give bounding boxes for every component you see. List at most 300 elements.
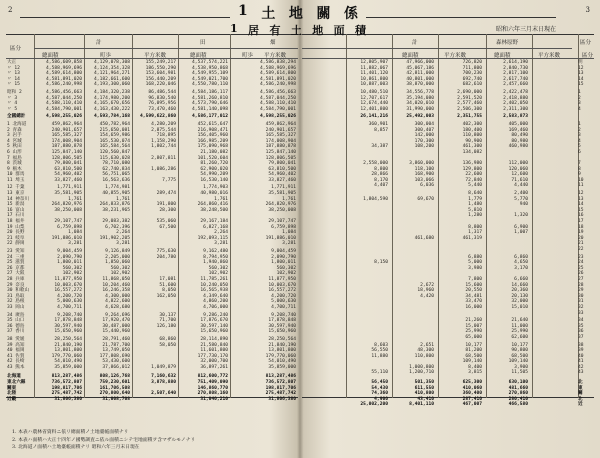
table-cell: 204,780 [156, 254, 176, 260]
column-group-header: 計 [96, 40, 102, 46]
table-cell: 2,418,880 [503, 95, 528, 101]
table-cell: 8,400 [468, 364, 482, 370]
table-cell: 4,586,838,294 [260, 60, 296, 65]
table-cell: 2,507,640 [151, 391, 176, 397]
row-label: 23 愛知 [7, 249, 25, 254]
table-cell: 1,761 [282, 196, 296, 202]
table-cell: 79,800,041 [54, 161, 82, 167]
table-cell: 21,787,700 [102, 342, 130, 348]
title-char: 土 [261, 6, 280, 22]
table-cell: 4,182,661,600 [94, 76, 130, 82]
table-cell: 35,859,000 [54, 364, 82, 370]
table-cell: 4,700,711 [271, 304, 296, 310]
table-cell: 10,480,510 [360, 89, 388, 95]
table-cell: 6,880 [468, 254, 482, 260]
row-label: 大正 [7, 60, 17, 65]
row-label: 近畿 [7, 396, 17, 402]
table-cell: 4,537,574,221 [192, 60, 228, 65]
row-label: 25 [578, 265, 584, 271]
table-cell: 751,409,090 [197, 380, 228, 386]
table-cell: 29,107,747 [54, 219, 82, 225]
row-label: 39 高知 [7, 342, 25, 348]
table-cell: 110,800 [462, 133, 482, 139]
table-cell: 813,287,486 [265, 374, 296, 380]
table-cell: 28,300 [159, 207, 176, 213]
table-cell: 192,093,115 [197, 235, 228, 241]
footnote: 3. 北海道ノ面積ハ土地臺帳面積ナリ 昭和六年三月末日現在 [12, 445, 140, 451]
row-label: 〃 15 [7, 82, 20, 88]
table-cell: 1,774,981 [105, 185, 130, 191]
table-cell: 33,470 [465, 299, 482, 305]
table-cell: 102,902 [62, 271, 82, 277]
table-cell: 2,264 [116, 230, 130, 236]
table-cell: 31,990,000 [406, 106, 434, 112]
table-cell: 62,900,020 [200, 166, 228, 172]
table-cell: 4,573,790,646 [192, 101, 228, 107]
table-cell: 3,815 [468, 370, 482, 376]
table-cell: 15,600 [465, 282, 482, 288]
table-cell: 175,090,968 [197, 144, 228, 150]
table-cell: 54,010,490 [268, 359, 296, 365]
table-cell: 10,861,800 [360, 76, 388, 82]
table-cell: 940 [519, 202, 528, 208]
table-cell: 43,410 [417, 396, 434, 402]
table-cell: 1,320 [514, 213, 528, 219]
table-cell: 42,811,000 [406, 71, 434, 77]
row-label: 5 秋田 [7, 144, 22, 150]
column-header: 平方米數 [538, 53, 561, 59]
table-cell: 4,584,790,001 [46, 106, 82, 112]
table-cell: 2,205,000 [105, 254, 130, 260]
table-cell: 80,980 [511, 138, 528, 144]
title-char: 係 [344, 6, 362, 22]
table-cell: 125,847,140 [265, 149, 296, 155]
table-cell: 8,050 [162, 288, 176, 294]
row-label: 4 [578, 106, 581, 112]
table-cell: 4,586,609,858 [46, 60, 82, 65]
table-cell: 4,538,950,868 [192, 65, 228, 71]
table-cell: 13,801,800 [268, 348, 296, 354]
table-cell: 74,360 [371, 391, 388, 397]
table-cell: 8,800 [374, 166, 388, 172]
table-cell: 9,004,459 [57, 249, 82, 254]
table-cell: 25,002,200 [360, 402, 388, 408]
table-cell: 3,281 [214, 241, 228, 247]
table-cell: 2,400 [514, 191, 528, 197]
table-cell: 481,660 [508, 385, 528, 391]
table-cell: 126,180 [156, 323, 176, 329]
row-label: 12 千葉 [7, 185, 25, 191]
table-cell: 32,000,700 [200, 359, 228, 365]
table-cell: 38,250,008 [268, 207, 296, 213]
row-label: 22 [578, 247, 584, 252]
table-cell: 4,589,614,800 [260, 71, 296, 77]
row-label: 19 山梨 [7, 224, 25, 230]
table-cell: 10,240,050 [200, 282, 228, 288]
table-cell: 3,170 [514, 265, 528, 271]
row-label: 42 [578, 364, 584, 370]
table-cell: 191,886,010 [51, 235, 82, 241]
table-cell: 79,800,041 [268, 161, 296, 167]
table-cell: 102,902 [276, 271, 296, 277]
row-label: 13 [578, 71, 584, 77]
row-label: 9 栃木 [7, 166, 22, 172]
table-cell: 2,457,660 [503, 82, 528, 88]
row-label: 3 [578, 133, 581, 139]
table-cell: 8,640 [468, 191, 482, 197]
table-cell: 17,876,670 [200, 318, 228, 324]
table-cell: 38,248,500 [200, 207, 228, 213]
right-table-body [302, 60, 594, 408]
table-cell: 4,586,456,663 [260, 89, 296, 95]
table-cell: 187,880,878 [265, 144, 296, 150]
row-label: 34 廣島 [7, 312, 25, 318]
table-cell: 360,400 [462, 391, 482, 397]
table-cell: 4,184,320,238 [94, 89, 130, 95]
table-cell: 34,020,010 [406, 101, 434, 107]
table-cell: 166,985,209 [197, 138, 228, 144]
row-label: 30 [578, 293, 584, 299]
table-cell: 5,770 [514, 196, 528, 202]
table-cell: 198,817,706 [51, 385, 82, 391]
table-cell: 10,177 [465, 342, 482, 348]
row-label: 37 [578, 334, 584, 340]
page-number: 2 [8, 6, 13, 14]
table-cell: 108,200 [414, 144, 434, 150]
table-cell: 11,785,261 [200, 276, 228, 282]
table-cell: 2,617,740 [503, 76, 528, 82]
row-label: 35 [578, 323, 584, 329]
table-cell: 31,008,708 [102, 396, 130, 402]
table-cell: 53,430,600 [102, 359, 130, 365]
table-cell: 10,204,460 [102, 282, 130, 288]
row-label: 18 [578, 224, 584, 230]
table-cell: 459,862,964 [265, 121, 296, 127]
table-cell: 2,583,873 [503, 114, 528, 120]
table-cell: 1,761 [68, 196, 82, 202]
row-label: 24 [578, 260, 584, 266]
table-cell: 36,897,261 [200, 364, 228, 370]
table-cell: 168,220,046 [145, 82, 176, 88]
table-cell: 9,208,740 [57, 312, 82, 318]
table-cell: 28,791,460 [102, 336, 130, 342]
table-cell: 10,887,003 [360, 82, 388, 88]
row-label: 關東 [7, 385, 17, 391]
row-label: 5 [578, 144, 581, 150]
table-cell: 4,550,780,110 [192, 82, 228, 88]
row-label: 36 [578, 329, 584, 335]
table-cell: 9,004,459 [271, 249, 296, 254]
table-cell: 450,782,964 [99, 121, 130, 127]
table-cell: 4,300,000 [105, 293, 130, 299]
footnote: 2. 本表ハ面積ハ大正十四年ノ國勢調査ニ依ル面積ニシテ宅地面積ヲ含マザルモノナリ [12, 437, 196, 443]
table-cell: 2,690,000 [457, 89, 482, 95]
table-cell: 30,597,940 [268, 323, 296, 329]
table-cell: 4,706,000 [203, 304, 228, 310]
row-label: 40 福岡 [7, 348, 25, 354]
table-cell: 81,260,720 [200, 161, 228, 167]
table-cell: 29,107,747 [268, 219, 296, 225]
table-cell: 16,000 [465, 304, 482, 310]
table-cell: 1,761 [116, 196, 130, 202]
table-cell: 289,474 [156, 191, 176, 197]
table-cell: 452,615,647 [197, 121, 228, 127]
table-cell: 700,230 [462, 71, 482, 77]
table-cell: 72,840 [465, 177, 482, 183]
row-label: 明 [578, 60, 583, 65]
table-cell: 264,860,416 [197, 202, 228, 208]
table-cell: 8,794,950 [203, 254, 228, 260]
table-cell: 2,817,100 [503, 71, 528, 77]
row-label: 33 [578, 310, 584, 316]
table-cell: 8,150 [374, 260, 388, 266]
table-cell: 4,549,955,109 [192, 71, 228, 77]
table-cell: 808,126,768 [99, 374, 130, 380]
row-label: 38 [578, 342, 584, 348]
table-cell: 1,480 [468, 202, 482, 208]
table-cell: 177,730,170 [197, 353, 228, 359]
column-header: 總面積 [402, 53, 419, 59]
row-label: 〃 4 [7, 101, 18, 107]
row-label: 東北六縣 [7, 380, 26, 386]
table-cell: 12,401,800 [360, 106, 388, 112]
table-cell: 813,287,486 [51, 374, 82, 380]
table-cell: 28,114,890 [200, 336, 228, 342]
table-cell: 161,706,508 [99, 385, 130, 391]
row-label: 11 埼玉 [7, 177, 25, 183]
table-cell: 682,610 [462, 82, 482, 88]
table-cell: 1,000,800 [409, 364, 434, 370]
table-cell: 90,800 [511, 348, 528, 354]
table-subtitle [230, 22, 366, 38]
table-cell: 13,749,050 [102, 348, 130, 354]
table-cell: 4,124,354,328 [94, 65, 130, 71]
right-page [302, 0, 600, 458]
table-cell: 5,000 [468, 260, 482, 266]
table-cell: 102,902 [208, 271, 228, 277]
date-note: 昭和六年三月末日現在 [495, 26, 556, 33]
table-cell: 711,800 [462, 65, 482, 71]
left-page [0, 0, 298, 458]
table-cell: 6,660 [514, 276, 528, 282]
row-label: 13 [578, 196, 584, 202]
row-label: 20 長野 [7, 230, 25, 236]
table-cell: 26,141,216 [360, 114, 388, 120]
table-cell: 4,628,680 [105, 304, 130, 310]
row-label: 北海道 [7, 374, 21, 380]
table-cell: 2,591,520 [457, 95, 482, 101]
row-label: 1 [578, 89, 581, 95]
table-cell: 168,900 [414, 172, 434, 178]
row-label: 26 [578, 271, 584, 277]
table-cell: 155,249,217 [145, 60, 176, 65]
row-label: 19 [578, 230, 584, 236]
column-header: 町歩 [242, 53, 254, 59]
table-cell: 775,630 [156, 249, 176, 254]
subtitle-char: 積 [355, 24, 366, 37]
table-cell: 2,351,755 [457, 114, 482, 120]
table-cell: 4,588,110,410 [260, 101, 296, 107]
table-cell: 170,300 [414, 138, 434, 144]
row-label: 37 香川 [7, 329, 25, 335]
table-cell: 4,588,969,696 [260, 65, 296, 71]
column-header: 總面積 [494, 53, 511, 59]
table-cell: 55,110 [371, 370, 388, 376]
table-cell: 86,486,544 [148, 89, 176, 95]
table-cell: 1,771,911 [271, 185, 296, 191]
table-cell: 6,860 [514, 254, 528, 260]
title-char: 地 [288, 6, 307, 22]
table-cell: 40,855,905 [102, 191, 130, 197]
table-cell: 12,674,440 [360, 101, 388, 107]
table-cell: 15,650,960 [54, 329, 82, 335]
table-cell: 736,572,807 [51, 380, 82, 386]
table-cell: 21,580,840 [200, 342, 228, 348]
table-cell: 1,802,744 [151, 144, 176, 150]
row-label: 12 [578, 65, 584, 71]
row-label: 41 [578, 359, 584, 365]
table-cell: 112,000 [508, 161, 528, 167]
table-cell: 56,450 [371, 380, 388, 386]
table-cell: 300,407 [414, 127, 434, 133]
table-cell: 2,506,300 [457, 106, 482, 112]
table-cell: 174,008,904 [265, 138, 296, 144]
table-cell: 162,050 [156, 293, 176, 299]
row-label: 2 [578, 127, 581, 133]
column-group-header: 畑 [270, 40, 276, 46]
table-cell: 14,660 [511, 282, 528, 288]
table-cell: 102,902 [110, 271, 130, 277]
table-cell: 3,980 [468, 265, 482, 271]
table-cell: 1,779 [468, 196, 482, 202]
footnotes [12, 429, 294, 452]
footnote: 1. 本表ハ農林省資料ニ依リ總面積ノ土地臺帳面積ナリ [12, 430, 129, 436]
table-cell: 25,492,003 [406, 114, 434, 120]
row-label: 31 鳥取 [7, 293, 25, 299]
table-cell: 48,300 [417, 348, 434, 354]
row-label: 東 [578, 385, 583, 391]
row-label: 21 岐阜 [7, 235, 25, 241]
table-cell: 560,302 [62, 265, 82, 271]
table-cell: 34,481 [465, 293, 482, 299]
table-cell: 4,163,430,222 [94, 106, 130, 112]
row-label: 關 [578, 391, 583, 397]
table-cell: 134,082 [462, 149, 482, 155]
table-cell: 31,806,380 [268, 396, 296, 402]
table-cell: 18,960 [417, 288, 434, 294]
row-label: 北 [578, 380, 583, 386]
subtitle-char: 居 [248, 24, 260, 37]
row-label: 18 福井 [7, 219, 25, 225]
table-cell: 62,740,834 [102, 166, 130, 172]
table-cell: 180,400 [462, 127, 482, 133]
table-cell: 12,600 [511, 172, 528, 178]
table-cell: 405,000 [508, 121, 528, 127]
table-cell: 1,850,060 [105, 260, 130, 266]
table-cell: 10,003,670 [268, 282, 296, 288]
table-cell: 560,302 [110, 265, 130, 271]
row-label: 昭和 2 [7, 89, 22, 95]
row-label: 1 北海道 [7, 121, 27, 127]
subtitle-char: 面 [333, 24, 345, 37]
table-cell: 16,565,938 [200, 288, 228, 294]
table-cell: 4,165,670,656 [94, 101, 130, 107]
row-label: 24 三重 [7, 254, 25, 260]
table-cell: 270,860 [508, 391, 528, 397]
table-cell: 165,585,327 [51, 133, 82, 139]
table-cell: 30,137 [159, 312, 176, 318]
column-header: 區分 [582, 53, 594, 59]
table-cell: 1,761 [214, 196, 228, 202]
table-cell: 20,550 [465, 288, 482, 294]
title-char: 1 [238, 3, 252, 19]
row-label: 26 京都 [7, 265, 25, 271]
row-label: 23 [578, 254, 584, 260]
table-cell: 29,167,184 [200, 219, 228, 225]
table-cell: 287,410 [462, 396, 482, 402]
table-cell: 264,820,976 [265, 202, 296, 208]
table-cell: 467,007 [462, 402, 482, 408]
table-cell: 78,710,080 [102, 161, 130, 167]
table-cell: 31,040,210 [200, 396, 228, 402]
row-label: 10 [578, 177, 584, 183]
table-cell: 280,410 [508, 396, 528, 402]
table-cell: 40,980,016 [200, 191, 228, 197]
table-cell: 120,560,847 [99, 149, 130, 155]
table-cell: 535,060 [156, 219, 176, 225]
subtitle-char: 地 [312, 24, 324, 37]
row-label: 20 [578, 235, 584, 241]
table-cell: 300,004 [414, 121, 434, 127]
table-cell: 6,036 [420, 183, 434, 189]
table-cell: 4,407 [374, 183, 388, 189]
row-label: 北 [578, 396, 583, 402]
title-rule [366, 17, 556, 18]
table-cell: 154,659,986 [99, 133, 130, 139]
table-cell: 461,300 [462, 144, 482, 150]
table-cell: 12,707,617 [360, 95, 388, 101]
table-cell: 360,901 [368, 121, 388, 127]
table-cell: 10,177 [511, 342, 528, 348]
table-cell: 129,800 [462, 166, 482, 172]
table-cell: 103,066 [414, 177, 434, 183]
row-label: 13 東京 [7, 191, 25, 197]
table-cell: 270,800,640 [99, 391, 130, 397]
row-label: 4 [578, 138, 581, 144]
table-cell: 68,860 [159, 336, 176, 342]
row-label: 16 [578, 213, 584, 219]
table-cell: 71,700 [159, 318, 176, 324]
table-cell: 4,599,622,860 [140, 114, 176, 120]
table-cell: 4,650 [514, 260, 528, 266]
table-cell: 3,900 [514, 364, 528, 370]
table-cell: 3,860,000 [409, 161, 434, 167]
column-header: 平方米數 [144, 53, 167, 59]
row-label: 32 [578, 304, 584, 310]
table-cell: 1,200,710 [409, 370, 434, 376]
table-cell: 2,422,478 [503, 89, 528, 95]
table-cell: 54,990,209 [200, 172, 228, 178]
table-cell: 21,640 [511, 318, 528, 324]
table-cell: 560,302 [276, 265, 296, 271]
table-cell: 30,487,000 [102, 323, 130, 329]
row-label: 6 [578, 149, 581, 155]
table-cell: 3,281 [282, 241, 296, 247]
table-cell: 28,250,564 [268, 336, 296, 342]
row-label: 〃 14 [7, 76, 20, 82]
table-cell: 109,140 [462, 359, 482, 365]
table-cell: 125,847,140 [51, 149, 82, 155]
